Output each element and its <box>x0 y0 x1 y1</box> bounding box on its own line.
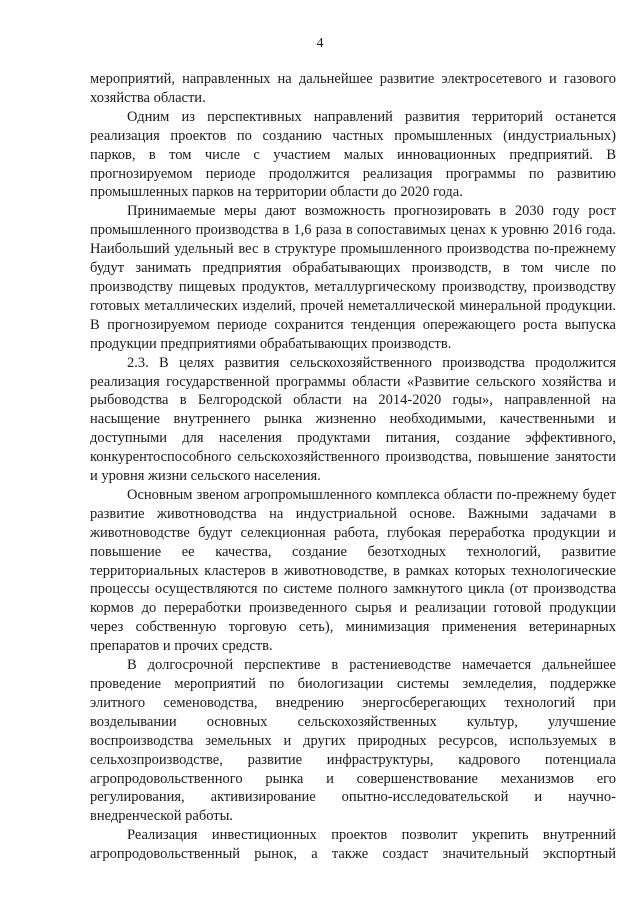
page-number: 4 <box>316 36 324 51</box>
paragraph-industrial-parks: Одним из перспективных направлений развития территорий останется реализация проектов по созданию частных промышленных (индустриальных) парков, в том числе с участием малых инновационных предприятий. В прогнозируемом периоде продолжится реализация программы по развитию промышленных парков на территории области до 2020 года. <box>90 108 616 201</box>
paragraph-industrial-forecast: Принимаемые меры дают возможность прогнозировать в 2030 году рост промышленного производства в 1,6 раза в сопоставимых ценах к уровню 2016 года. Наибольший удельный вес в структуре промышленного производства по-прежнему будут занимать предприятия обрабатывающих производств, в том числе по производству пищевых продуктов, металлургическому производству, производству готовых металлических изделий, прочей неметаллической минеральной продукции. В прогнозируемом периоде сохранится тенденция опережающего роста выпуска продукции предприятиями обрабатывающих производств. <box>90 203 616 352</box>
paragraph-investment: Реализация инвестиционных проектов позволит укрепить внутренний агропродовольственный рынок, а также создаст значительный экспортный <box>90 827 616 863</box>
paragraph-livestock: Основным звеном агропромышленного комплекса области по-прежнему будет развитие животноводства на индустриальной основе. Важными задачами в животноводстве будут селекционная работа, глубокая переработка продукции и повышение ее качества, создание безотходных технологий, развитие территориальных кластеров в животноводстве, в рамках которых технологические процессы осуществляются по системе полного замкнутого цикла (от производства кормов до переработки произведенного сырья и реализации готовой продукции через собственную торговую сеть), минимизация применения ветеринарных препаратов и прочих средств. <box>90 486 616 655</box>
paragraph-crop-production: В долгосрочной перспективе в растениеводстве намечается дальнейшее проведение мероприятий по биологизации системы земледелия, поддержке элитного семеноводства, внедрению энергосберегающих технологий при возделывании основных сельскохозяйственных культур, улучшение воспроизводства земельных и других природных ресурсов, используемых в сельхозпроизводстве, развитие инфраструктуры, кадрового потенциала агропродовольственного рынка и совершенствование механизмов его регулирования, активизирование опытно-исследовательской и научно-внедренческой работы. <box>90 657 616 825</box>
paragraph-continuation: мероприятий, направленных на дальнейшее развитие электросетевого и газового хозяйства области. <box>90 71 616 106</box>
document-body <box>90 70 616 864</box>
paragraph-agriculture-program: 2.3. В целях развития сельскохозяйственного производства продолжится реализация государственной программы области «Развитие сельского хозяйства и рыбоводства в Белгородской области на 2014-2020 годы», направленной на насыщение внутреннего рынка жизненно необходимыми, качественными и доступными для населения продуктами питания, создание эффективного, конкурентоспособного сельскохозяйственного производства, повышение занятости и уровня жизни сельского населения. <box>90 354 616 485</box>
